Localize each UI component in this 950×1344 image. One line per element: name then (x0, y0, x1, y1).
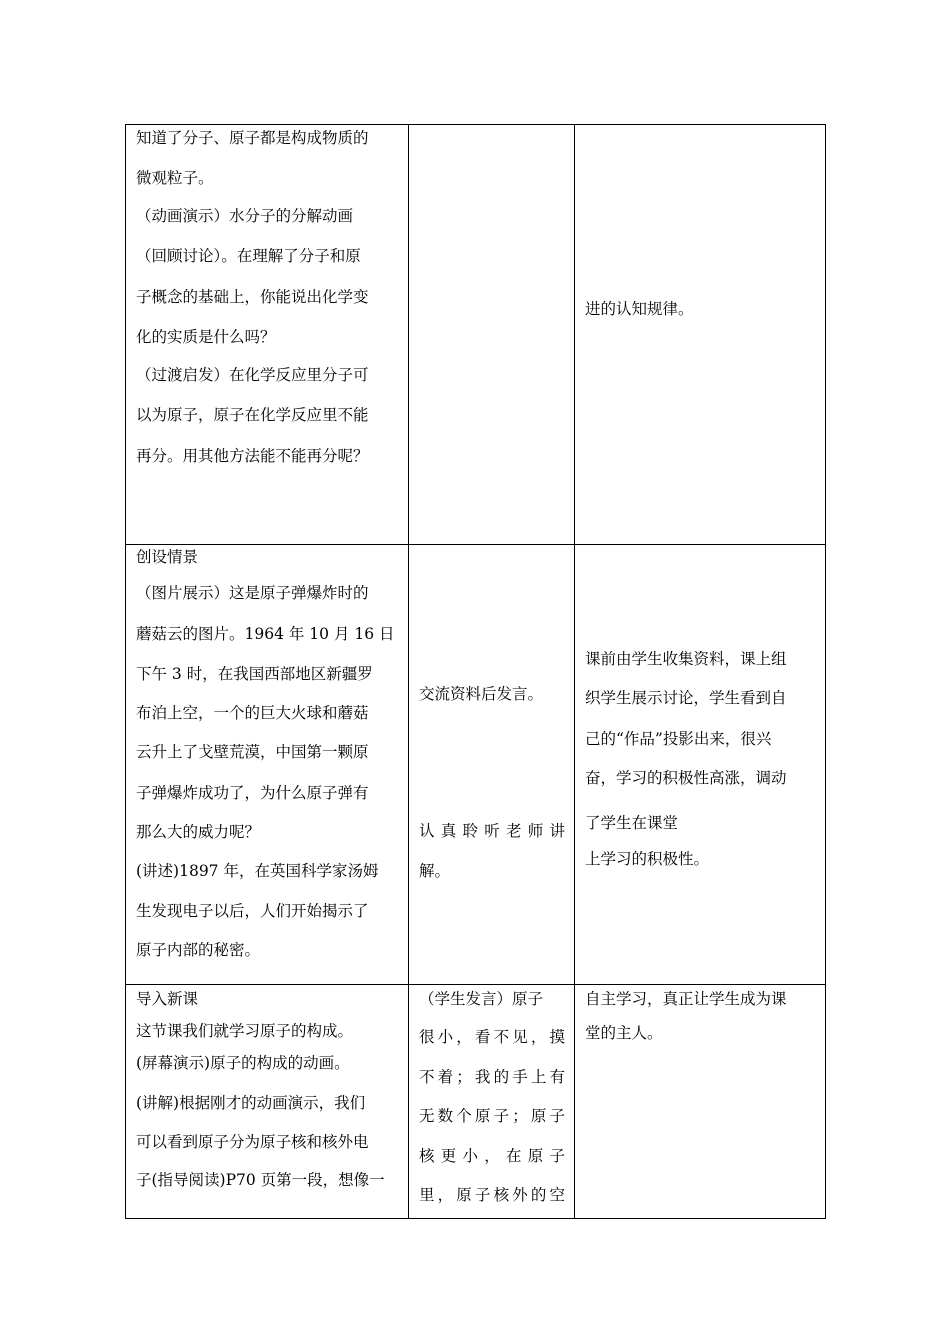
lesson-plan-table (125, 124, 826, 1219)
text-line: (讲解)根据刚才的动画演示，我们 (136, 1094, 366, 1112)
text-line: 上学习的积极性。 (585, 850, 710, 868)
text-line: 下午 3 时，在我国西部地区新疆罗 (136, 665, 373, 683)
text-line: 创设情景 (136, 548, 199, 566)
text-line: 这节课我们就学习原子的构成。 (136, 1022, 354, 1040)
text-line: 云升上了戈壁荒漠，中国第一颗原 (136, 743, 369, 761)
text-line: 那么大的威力呢？ (136, 823, 261, 841)
table-row (126, 545, 826, 985)
text-line: （回顾讨论）。在理解了分子和原 (136, 247, 361, 265)
text-line: 自主学习，真正让学生成为课 (585, 990, 787, 1008)
text-line: 化的实质是什么吗？ (136, 328, 276, 346)
design-intent-cell (575, 125, 826, 545)
text-line: 无数个原子；原子 (419, 1107, 565, 1125)
text-line: 知道了分子、原子都是构成物质的 (136, 129, 369, 147)
text-line: 再分。用其他方法能不能再分呢？ (136, 447, 369, 465)
text-line: 微观粒子。 (136, 169, 214, 187)
student-activity-cell (409, 985, 575, 1219)
text-line: 解。 (419, 862, 451, 880)
text-line: 子弹爆炸成功了，为什么原子弹有 (136, 784, 369, 802)
text-line: （图片展示）这是原子弹爆炸时的 (136, 584, 369, 602)
text-line: （过渡启发）在化学反应里分子可 (136, 366, 369, 384)
text-line: (屏幕演示)原子的构成的动画。 (136, 1054, 350, 1072)
text-line: 蘑菇云的图片。1964 年 10 月 16 日 (136, 625, 395, 643)
text-line: 里，原子核外的空 (419, 1186, 565, 1204)
text-line: 交流资料后发言。 (419, 685, 544, 703)
text-line: 进的认知规律。 (585, 300, 694, 318)
text-line: （学生发言）原子 (419, 990, 544, 1008)
text-line: 以为原子，原子在化学反应里不能 (136, 406, 369, 424)
design-intent-cell (575, 545, 826, 985)
text-line: 子概念的基础上，你能说出化学变 (136, 288, 369, 306)
teacher-activity-cell (126, 545, 409, 985)
text-line: 核更小，在原子 (419, 1147, 565, 1165)
text-line: 课前由学生收集资料，课上组 (585, 650, 787, 668)
text-line: 原子内部的秘密。 (136, 941, 261, 959)
text-line: 堂的主人。 (585, 1024, 663, 1042)
text-line: 认真聆听老师讲 (419, 822, 565, 840)
text-line: 己的“作品”投影出来，很兴 (585, 730, 772, 748)
teacher-activity-cell (126, 125, 409, 545)
text-line: 了学生在课堂 (585, 814, 679, 832)
text-line: 很小，看不见，摸 (419, 1028, 565, 1046)
text-line: 奋，学习的积极性高涨，调动 (585, 769, 787, 787)
text-line: 可以看到原子分为原子核和核外电 (136, 1133, 369, 1151)
table-row (126, 985, 826, 1219)
text-line: 织学生展示讨论，学生看到自 (585, 689, 787, 707)
student-activity-cell (409, 125, 575, 545)
text-line: 子(指导阅读)P70 页第一段，想像一 (136, 1171, 385, 1189)
student-activity-cell (409, 545, 575, 985)
teacher-activity-cell (126, 985, 409, 1219)
text-line: 生发现电子以后，人们开始揭示了 (136, 902, 369, 920)
table-row (126, 125, 826, 545)
design-intent-cell (575, 985, 826, 1219)
text-line: 导入新课 (136, 990, 199, 1008)
text-line: 不着；我的手上有 (419, 1068, 565, 1086)
text-line: (讲述)1897 年，在英国科学家汤姆 (136, 862, 379, 880)
text-line: 布泊上空，一个的巨大火球和蘑菇 (136, 704, 369, 722)
text-line: （动画演示）水分子的分解动画 (136, 207, 354, 225)
